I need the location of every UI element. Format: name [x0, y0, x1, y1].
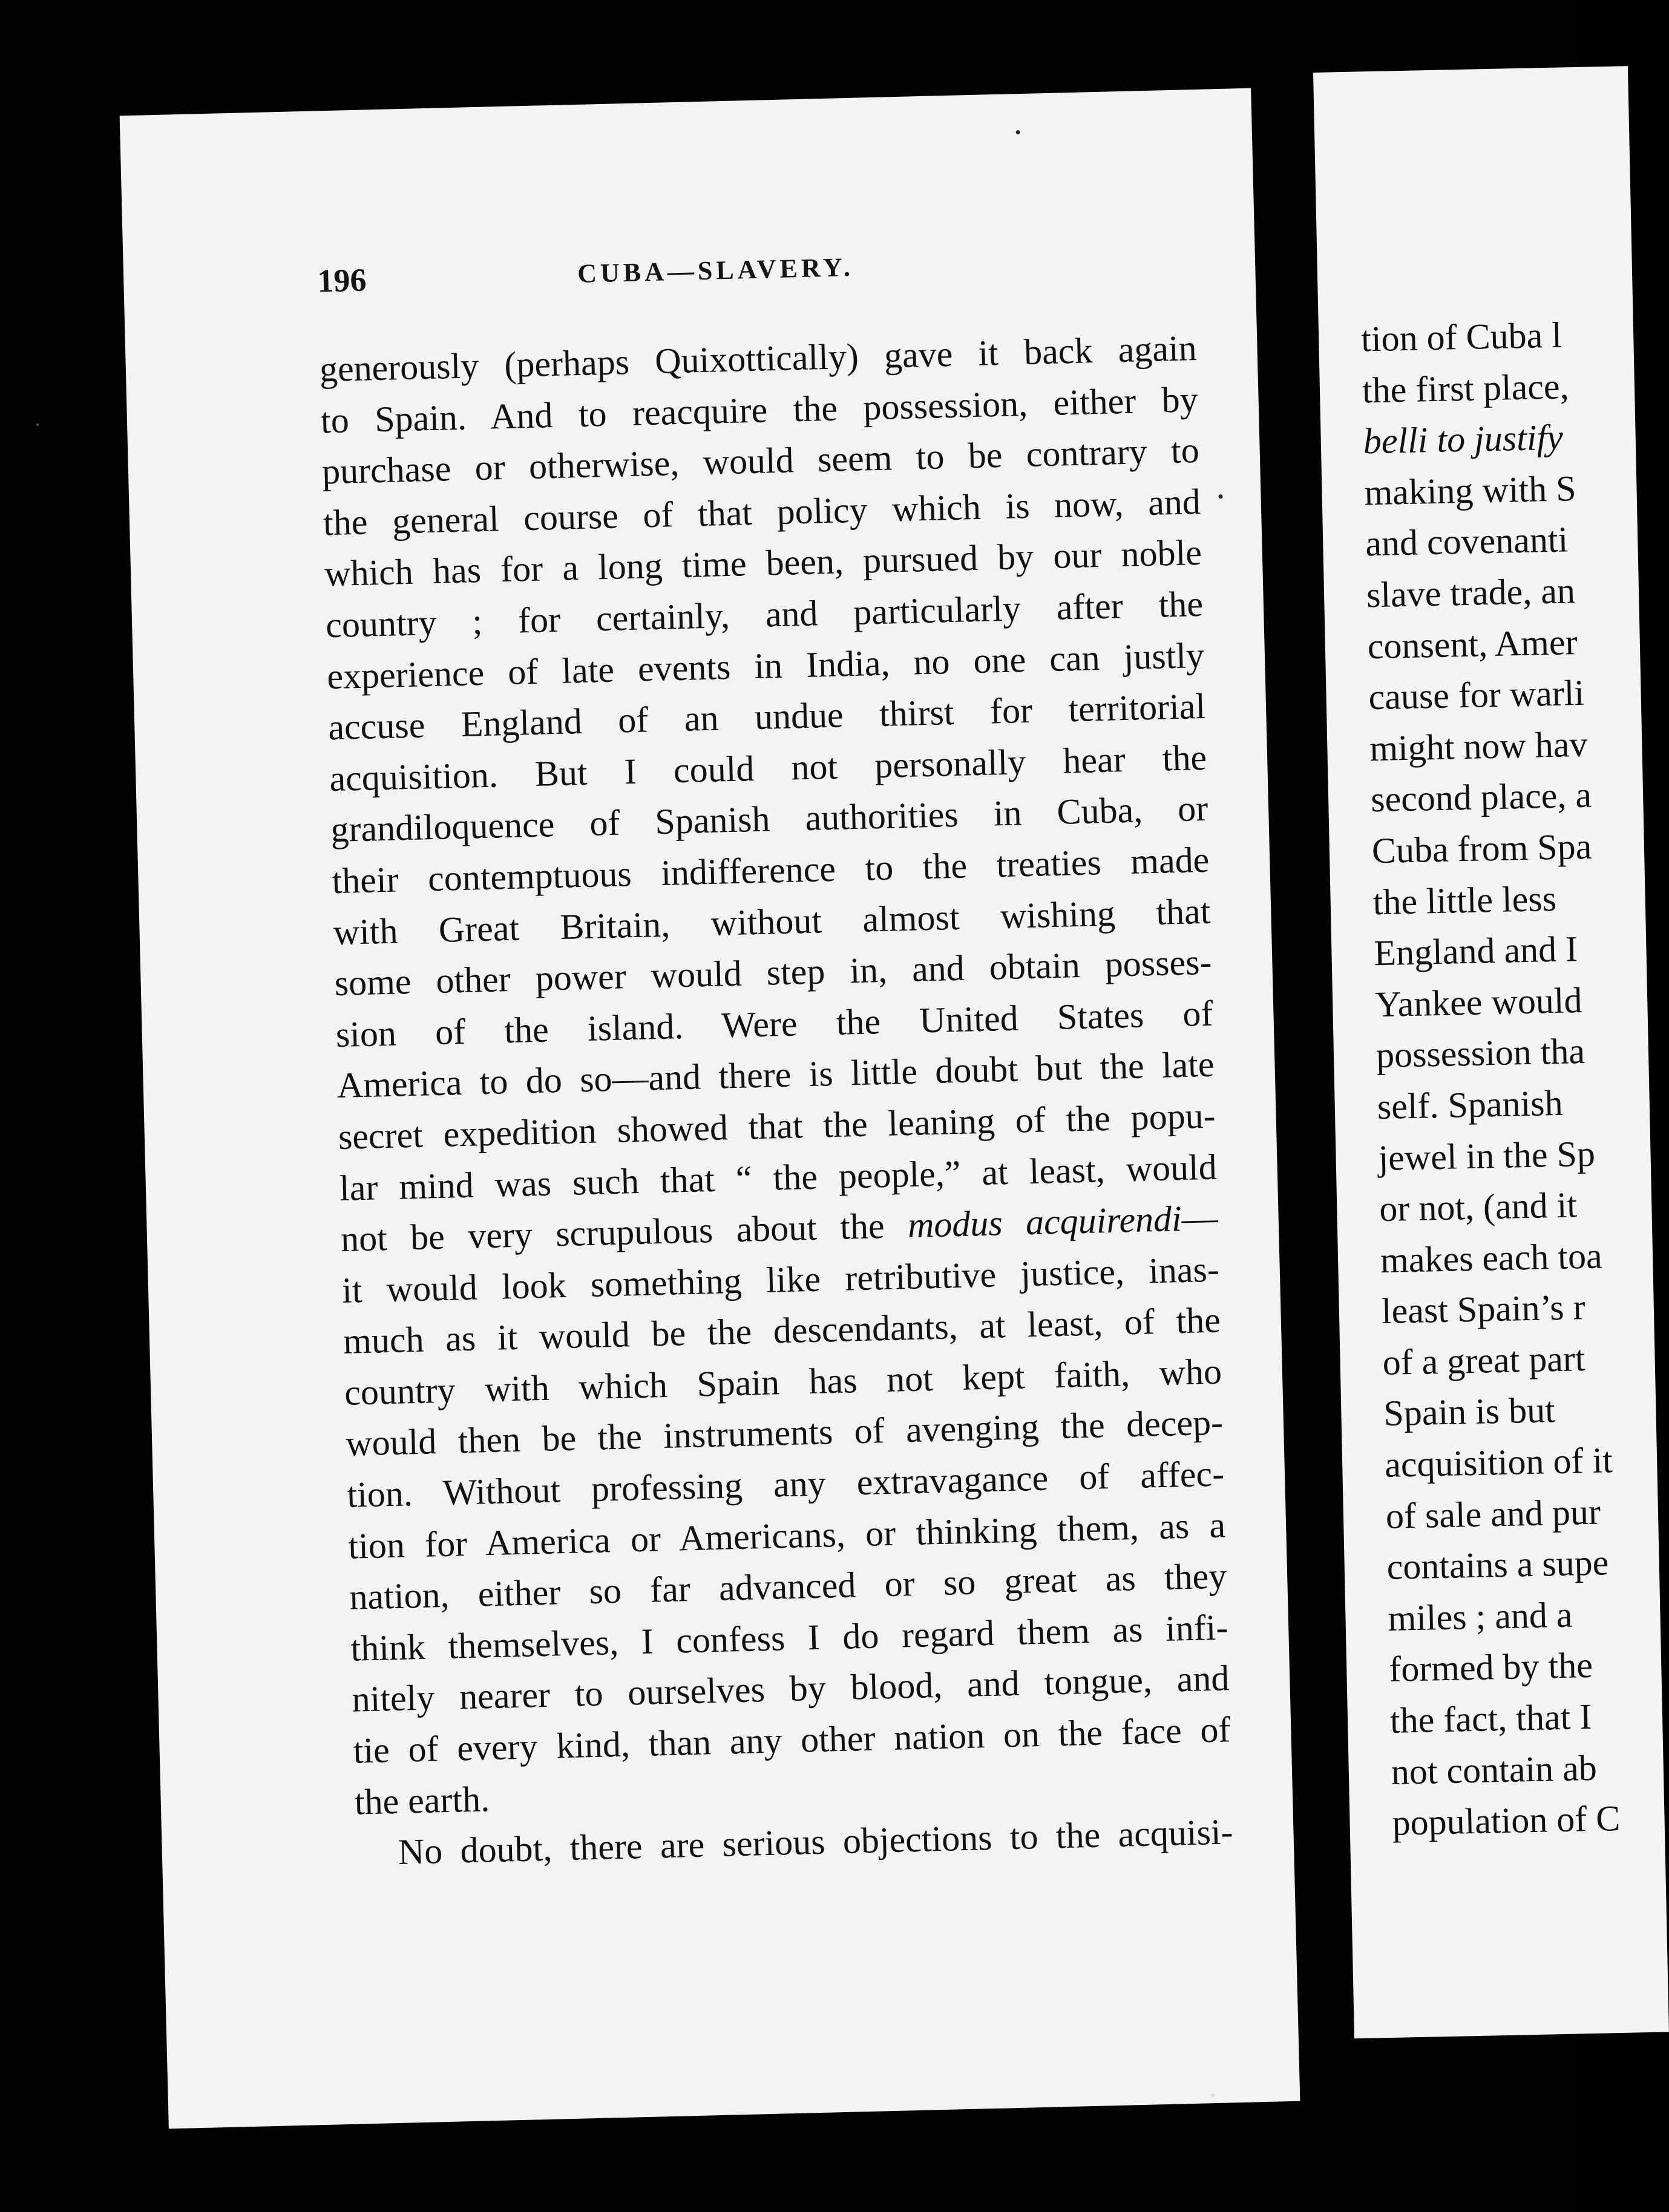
text-line: accuse England of an undue thirst for territorial	[327, 686, 1206, 748]
text-line: the general course of that policy which is now, and	[323, 481, 1201, 543]
text-line: the little less	[1372, 878, 1557, 922]
paragraph-start-line: No doubt, there are serious objections to the acquisi-	[398, 1811, 1234, 1873]
text-line: lar mind was such that “ the people,” at least, would	[339, 1147, 1218, 1208]
text-line: acquisition of it	[1384, 1440, 1613, 1485]
text-line: cause for warli	[1368, 673, 1585, 718]
text-line: Spain is but	[1383, 1390, 1556, 1434]
text-line: much as it would be the descendants, at least, of the	[343, 1300, 1221, 1362]
text-line: not be very scrupulous about the modus acquirendi—	[340, 1197, 1219, 1260]
text-line: belli to justify	[1363, 417, 1564, 462]
text-line: tie of every kind, than any other nation on the face of	[352, 1709, 1231, 1771]
scan-dust	[1210, 2093, 1215, 2097]
text-line: or not, (and it	[1379, 1185, 1578, 1229]
body-text	[319, 322, 1234, 1879]
text-line: slave trade, an	[1366, 571, 1576, 615]
right-page-text	[1360, 309, 1621, 1849]
text-line: making with S	[1363, 468, 1577, 513]
text-line: nation, either so far advanced or so great as they	[349, 1556, 1227, 1618]
text-line: tion of Cuba l	[1360, 315, 1562, 359]
text-line: would then be the instruments of avenging the decep-	[345, 1402, 1224, 1464]
text-line: country with which Spain has not kept faith, who	[344, 1351, 1222, 1413]
text-line: which has for a long time been, pursued by our noble	[324, 532, 1202, 594]
text-line: might now hav	[1369, 724, 1589, 769]
text-line: makes each toa	[1380, 1235, 1603, 1280]
text-line: contains a supe	[1386, 1542, 1609, 1588]
text-line: some other power would step in, and obtain posses-	[333, 941, 1213, 1004]
running-head	[123, 240, 1256, 316]
text-line: second place, a	[1370, 774, 1592, 820]
text-line: of a great part	[1382, 1338, 1586, 1382]
text-line: their contemptuous indifference to the treaties made	[331, 839, 1210, 901]
text-line: grandiloquence of Spanish authorities in Cuba, or	[330, 788, 1208, 850]
page-number: 196	[316, 261, 367, 299]
text-line: possession tha	[1376, 1031, 1585, 1076]
paragraph-end-line: the earth.	[354, 1778, 490, 1822]
text-line: to Spain. And to reacquire the possession, either by	[320, 379, 1199, 440]
running-title: CUBA—SLAVERY.	[577, 252, 854, 289]
text-line: acquisition. But I could not personally hear the	[329, 737, 1207, 799]
text-line: population of C	[1391, 1798, 1621, 1844]
text-line: consent, Amer	[1367, 621, 1578, 666]
text-line: formed by the	[1388, 1645, 1593, 1690]
text-line: miles ; and a	[1387, 1594, 1573, 1638]
text-line: least Spain’s r	[1381, 1287, 1586, 1332]
italic-phrase: modus acquirendi	[907, 1199, 1182, 1246]
text-line: tion. Without professing any extravagance of affec-	[346, 1453, 1225, 1515]
text-line: country ; for certainly, and particularly after the	[325, 583, 1204, 646]
scan-dust	[36, 424, 39, 426]
left-page	[120, 88, 1300, 2129]
text-line: secret expedition showed that the leaning of the popu-	[338, 1095, 1216, 1157]
text-line: tion for America or Americans, or thinking them, as a	[347, 1505, 1226, 1566]
text-line: with Great Britain, without almost wishing that	[332, 891, 1212, 952]
right-page	[1313, 66, 1669, 2038]
text-line: purchase or otherwise, would seem to be contrary to	[321, 430, 1200, 492]
text-line: America to do so—and there is little doubt but the late	[336, 1044, 1215, 1106]
text-line: nitely nearer to ourselves by blood, and tongue, and	[351, 1658, 1230, 1720]
text-line: and covenanti	[1365, 519, 1569, 564]
text-line: jewel in the Sp	[1377, 1133, 1596, 1178]
text-line: it would look something like retributive justice, inas-	[341, 1249, 1220, 1311]
text-line: sion of the island. Were the United States of	[335, 993, 1214, 1055]
text-line: of sale and pur	[1385, 1491, 1601, 1536]
paper-speck	[1218, 494, 1222, 499]
paper-speck	[1016, 130, 1020, 134]
text-line: generously (perhaps Quixottically) gave it back again	[319, 327, 1198, 390]
text-line: experience of late events in India, no one can justly	[326, 635, 1205, 696]
text-line: Yankee would	[1374, 980, 1583, 1024]
text-line: England and I	[1373, 929, 1578, 973]
text-line: Cuba from Spa	[1371, 826, 1592, 871]
text-line: the fact, that I	[1389, 1696, 1592, 1741]
text-line: not contain ab	[1391, 1747, 1598, 1792]
text-line: think themselves, I confess I do regard them as infi-	[350, 1607, 1229, 1669]
text-line: the first place,	[1362, 365, 1570, 411]
text-line: self. Spanish	[1377, 1082, 1564, 1127]
